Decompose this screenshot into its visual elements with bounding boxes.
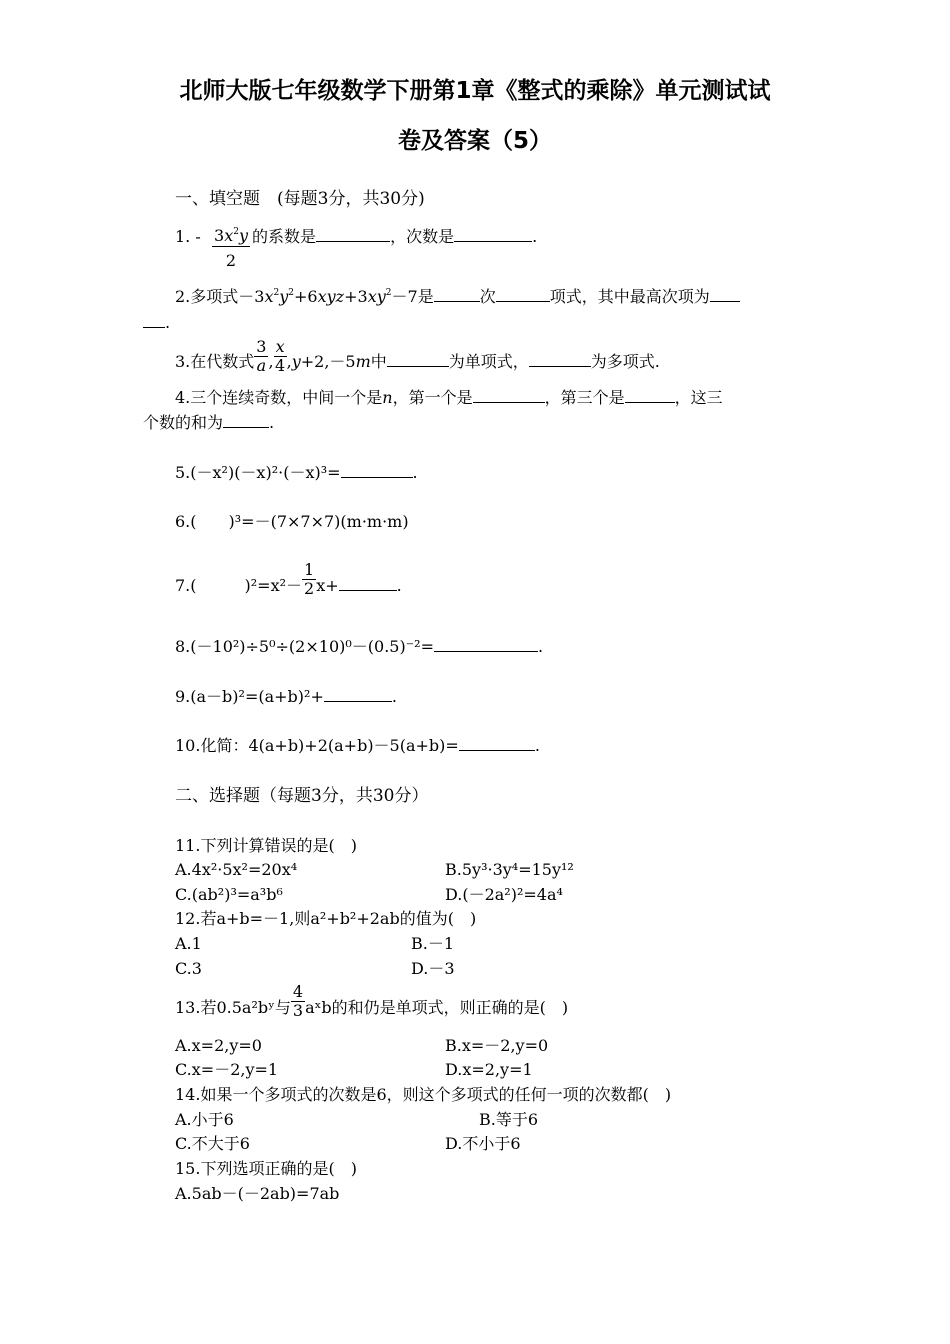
q3-mid2: 为单项式，: [448, 352, 529, 371]
q13-fraction: $\frac{4}{3}$: [292, 982, 304, 1020]
q2-end: .: [165, 313, 171, 332]
q4-blank-first[interactable]: [473, 388, 545, 403]
q3-end: 为多项式.: [590, 352, 660, 371]
section1-heading: 一、填空题 (每题3分，共30分): [175, 189, 425, 209]
question-4-line2: 个数的和为 .: [143, 413, 275, 432]
q3-fraction-2: $\frac{x}{4}$: [274, 337, 286, 375]
q1-blank-degree[interactable]: [454, 227, 532, 242]
q14-option-a[interactable]: A.小于6: [175, 1110, 234, 1129]
question-13-stem: 13.若0.5a²bʸ与 $\frac{4}{3}$ aˣb的和仍是单项式，则正确的是( ): [175, 982, 569, 1020]
q2-polynomial: $-3x^2y^2+6xyz+3xy^2-7$: [238, 287, 418, 306]
q5-blank[interactable]: [341, 463, 413, 478]
q2-blank-terms[interactable]: [496, 287, 550, 302]
q7-blank[interactable]: [339, 576, 397, 591]
document-title-line2: 卷及答案（5）: [397, 128, 552, 154]
q3-blank-polynomial[interactable]: [529, 352, 591, 367]
question-3: 3.在代数式 $\frac{3}{a}$ , $\frac{x}{4}$ ,y+2,－5m中 为单项式， 为多项式.: [175, 337, 660, 375]
q1-tail: 的系数是: [252, 227, 317, 246]
q1-minus: -: [195, 227, 201, 246]
q12-option-c[interactable]: C.3: [175, 959, 202, 978]
q1-mid: ，次数是: [390, 227, 455, 246]
question-5: 5.(－x²)(－x)²·(－x)³= .: [175, 463, 418, 482]
q11-option-a[interactable]: A.4x²·5x²=20x⁴: [175, 860, 298, 879]
q2-mid2: 次: [479, 287, 496, 306]
q14-option-b[interactable]: B.等于6: [479, 1110, 539, 1129]
question-4: 4.三个连续奇数，中间一个是n，第一个是 ，第三个是 ，这三: [175, 388, 723, 407]
question-7: 7.( )²=x²－ $\frac{1}{2}$ x+ .: [175, 560, 402, 598]
q3-mid: 中: [370, 352, 387, 371]
q12-option-d[interactable]: D.－3: [411, 959, 455, 978]
question-2: [175, 287, 740, 307]
q1-number: 1.: [175, 227, 191, 246]
q10-blank[interactable]: [459, 736, 535, 751]
q4-blank-third[interactable]: [625, 388, 675, 403]
q11-option-c[interactable]: C.(ab²)³=a³b⁶: [175, 885, 283, 904]
question-9: 9.(a－b)²=(a+b)²+ .: [175, 687, 397, 706]
question-12-stem: 12.若a+b=－1,则a²+b²+2ab的值为( ): [175, 909, 477, 928]
q1-blank-coefficient[interactable]: [316, 227, 390, 242]
section2-heading: 二、选择题（每题3分，共30分）: [175, 786, 429, 806]
q3-fraction-1: $\frac{3}{a}$: [256, 337, 267, 375]
q13-option-a[interactable]: A.x=2,y=0: [175, 1036, 262, 1055]
q2-mid1: 是: [417, 287, 434, 306]
q1-fraction: $3x^2y$ 2: [214, 226, 248, 270]
q2-blank-highest-term[interactable]: [710, 287, 740, 302]
question-14-stem: 14.如果一个多项式的次数是6，则这个多项式的任何一项的次数都( ): [175, 1085, 672, 1104]
question-11-stem: 11.下列计算错误的是( ): [175, 836, 357, 855]
q14-option-d[interactable]: D.不小于6: [445, 1134, 521, 1153]
q14-option-c[interactable]: C.不大于6: [175, 1134, 250, 1153]
question-15-stem: 15.下列选项正确的是( ): [175, 1159, 357, 1178]
q7-fraction: $\frac{1}{2}$: [304, 560, 315, 598]
q11-option-b[interactable]: B.5y³·3y⁴=15y¹²: [445, 860, 574, 879]
question-10: 10.化简：4(a+b)+2(a+b)－5(a+b)= .: [175, 736, 540, 755]
document-title-line1: 北师大版七年级数学下册第1章《整式的乘除》单元测试试: [179, 78, 771, 104]
question-8: 8.(－10²)÷5⁰÷(2×10)⁰－(0.5)⁻²= .: [175, 637, 544, 656]
q11-option-d[interactable]: D.(－2a²)²=4a⁴: [445, 885, 563, 904]
q2-continuation: [143, 313, 170, 333]
q4-var-n: n: [382, 388, 393, 407]
q2-head: 2.多项式: [175, 287, 239, 306]
q3-blank-monomial[interactable]: [387, 352, 449, 367]
q15-option-a[interactable]: A.5ab－(－2ab)=7ab: [175, 1184, 340, 1203]
question-6: 6.( )³=－(7×7×7)(m·m·m): [175, 512, 409, 531]
q12-option-b[interactable]: B.－1: [411, 934, 455, 953]
q2-mid3: 项式，其中最高次项为: [549, 287, 710, 306]
q4-blank-sum[interactable]: [223, 413, 269, 428]
q9-blank[interactable]: [324, 687, 392, 702]
q8-blank[interactable]: [434, 637, 538, 652]
q3-head: 3.在代数式: [175, 352, 255, 371]
q13-option-d[interactable]: D.x=2,y=1: [445, 1060, 533, 1079]
q12-option-a[interactable]: A.1: [175, 934, 202, 953]
q1-end: .: [532, 227, 538, 246]
q13-option-b[interactable]: B.x=－2,y=0: [445, 1036, 549, 1055]
q2-blank-degree[interactable]: [434, 287, 480, 302]
q13-option-c[interactable]: C.x=－2,y=1: [175, 1060, 279, 1079]
